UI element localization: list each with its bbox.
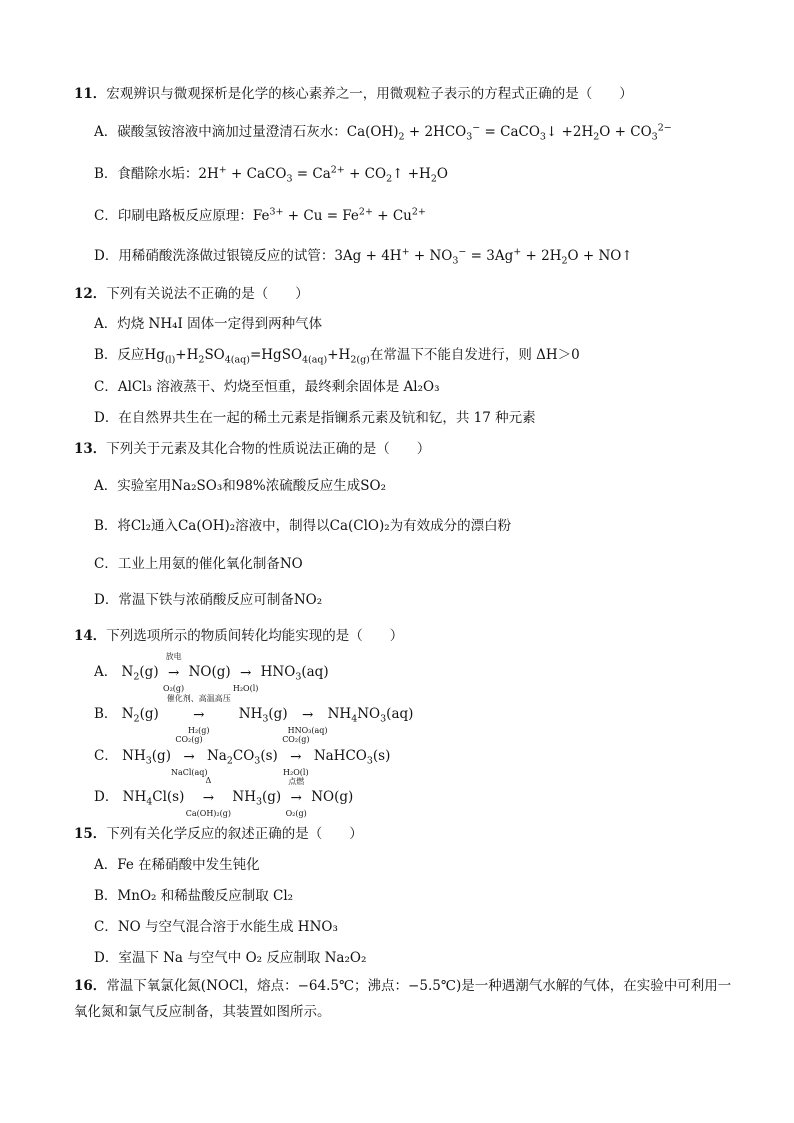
option-text: 室温下 Na 与空气中 O₂ 反应制取 Na₂O₂ bbox=[118, 950, 367, 966]
question-15 bbox=[74, 822, 363, 842]
arrow-condition: 点燃 bbox=[288, 776, 305, 786]
option-14b bbox=[94, 693, 414, 735]
option-text: NO 与空气混合溶于水能生成 HNO₃ bbox=[117, 919, 338, 935]
equation: $N_2(g)$ 催化剂、高温高压 → H₂(g) $NH_3(g)$ → HNO₃(aq) $NH_4NO_3(aq)$ bbox=[121, 693, 414, 735]
option-letter: B． bbox=[94, 166, 118, 182]
option-text: Fe 在稀硝酸中发生钝化 bbox=[117, 857, 260, 873]
option-text: 印刷电路板反应原理： bbox=[117, 208, 253, 224]
option-11d bbox=[94, 244, 633, 267]
option-13b bbox=[94, 514, 511, 534]
arrow-reagent: CO₂(g) bbox=[282, 734, 310, 744]
option-12c bbox=[94, 375, 440, 395]
option-11b bbox=[94, 162, 448, 185]
equation: $Ca(OH)_2 + 2HCO_3^-$ = CaCO$_3$↓ $+2H_2O + CO_3^{2-}$ bbox=[346, 122, 672, 143]
question-number: 14． bbox=[74, 628, 107, 644]
option-letter: B． bbox=[94, 706, 118, 722]
reaction-arrow: → HNO₃(aq) bbox=[287, 706, 328, 735]
option-11a bbox=[94, 120, 672, 143]
option-letter: A． bbox=[94, 124, 118, 140]
reaction-arrow: CO₂(g) → NaCl(aq) bbox=[170, 734, 208, 777]
equation: $Hg_{(l)}+H_2SO_{4(aq)}=HgSO_{4(aq)}+H_{2(g)}$ bbox=[144, 347, 370, 366]
arrow-reagent: O₂(g) bbox=[285, 808, 307, 818]
option-text: 将Cl₂通入Ca(OH)₂溶液中，制得以Ca(ClO)₂为有效成分的漂白粉 bbox=[117, 518, 512, 534]
reaction-arrow: CO₂(g) → H₂O(l) bbox=[278, 749, 314, 765]
question-number: 16． bbox=[74, 978, 107, 994]
arrow-reagent: H₂O(l) bbox=[283, 767, 309, 777]
arrow-condition: 放电 bbox=[165, 651, 182, 661]
question-13 bbox=[74, 437, 430, 457]
option-text: 常温下铁与浓硝酸反应可制备NO₂ bbox=[118, 592, 323, 608]
option-letter: C． bbox=[94, 379, 118, 395]
equation: $NH_3(g)$ CO₂(g) → NaCl(aq) $Na_2CO_3(s)$ CO₂(g) → H₂O(l) NaHCO$_3$(s) bbox=[122, 734, 391, 777]
question-stem: 下列关于元素及其化合物的性质说法正确的是（ ） bbox=[106, 441, 431, 457]
option-12d bbox=[94, 406, 536, 426]
question-11 bbox=[74, 82, 633, 102]
option-11c bbox=[94, 204, 426, 224]
option-15b bbox=[94, 884, 293, 904]
option-letter: B． bbox=[94, 347, 118, 363]
option-text: 工业上用氨的催化氧化制备NO bbox=[117, 556, 303, 572]
option-text: AlCl₃ 溶液蒸干、灼烧至恒重，最终剩余固体是 Al₂O₃ bbox=[117, 379, 440, 395]
arrow-reagent: H₂(g) bbox=[187, 725, 210, 735]
arrow-condition: 催化剂、高温高压 bbox=[166, 693, 231, 703]
option-15a bbox=[94, 853, 260, 873]
question-stem: 下列有关说法不正确的是（ ） bbox=[106, 286, 309, 302]
reaction-arrow: → H₂O(l) bbox=[231, 665, 261, 681]
option-letter: C． bbox=[94, 208, 118, 224]
option-text: 食醋除水垢： bbox=[117, 166, 199, 182]
question-number: 11． bbox=[74, 86, 107, 102]
option-text: 反应 bbox=[117, 347, 145, 363]
option-letter: B． bbox=[94, 888, 118, 904]
option-letter: C． bbox=[94, 556, 118, 572]
option-text: MnO₂ 和稀盐酸反应制取 Cl₂ bbox=[117, 888, 294, 904]
option-15c bbox=[94, 915, 338, 935]
option-13c bbox=[94, 552, 303, 572]
option-letter: A． bbox=[94, 664, 118, 680]
question-14 bbox=[74, 624, 403, 644]
question-number: 15． bbox=[74, 826, 107, 842]
equation: $N_2(g)$ 放电 → O₂(g) NO(g) → H₂O(l) $HNO_3(aq)$ bbox=[121, 651, 329, 693]
option-13d bbox=[94, 588, 322, 608]
question-stem: 下列有关化学反应的叙述正确的是（ ） bbox=[106, 826, 363, 842]
option-letter: A． bbox=[94, 316, 118, 332]
option-12b bbox=[94, 343, 580, 366]
option-letter: A． bbox=[94, 478, 118, 494]
option-14c bbox=[94, 734, 391, 777]
question-stem: 宏观辨识与微观探析是化学的核心素养之一，用微观粒子表示的方程式正确的是（ ） bbox=[106, 86, 633, 102]
option-letter: D． bbox=[94, 950, 119, 966]
reaction-arrow: 催化剂、高温高压 → H₂(g) bbox=[159, 707, 239, 723]
question-number: 12． bbox=[74, 286, 107, 302]
reaction-arrow: Δ → Ca(OH)₂(g) bbox=[185, 775, 231, 818]
arrow-reagent: O₂(g) bbox=[163, 683, 185, 693]
arrow-reagent: NaCl(aq) bbox=[170, 767, 208, 777]
option-letter: A． bbox=[94, 857, 118, 873]
reaction-arrow: 点燃 → O₂(g) bbox=[281, 790, 311, 806]
option-letter: D． bbox=[94, 592, 119, 608]
option-letter: D． bbox=[94, 248, 119, 264]
option-letter: D． bbox=[94, 789, 119, 805]
equation: $NH_4Cl(s)$ Δ → Ca(OH)₂(g) $NH_3(g)$ 点燃 → O₂(g) NO(g) bbox=[122, 775, 354, 818]
equation: $3Ag + 4H^+ + NO_3^- = 3Ag^+ + 2H_2O$ + NO↑ bbox=[334, 246, 633, 267]
option-text: 灼烧 NH₄I 固体一定得到两种气体 bbox=[117, 316, 323, 332]
option-text: 用稀硝酸洗涤做过银镜反应的试管： bbox=[118, 248, 335, 264]
arrow-reagent: Ca(OH)₂(g) bbox=[185, 808, 231, 818]
option-letter: D． bbox=[94, 410, 119, 426]
option-15d bbox=[94, 946, 366, 966]
reaction-arrow: 放电 → O₂(g) bbox=[159, 665, 189, 681]
option-14d bbox=[94, 775, 354, 818]
option-14a bbox=[94, 651, 329, 693]
option-text: 碳酸氢铵溶液中滴加过量澄清石灰水： bbox=[117, 124, 347, 140]
arrow-condition: Δ bbox=[205, 775, 212, 785]
option-letter: C． bbox=[94, 748, 118, 764]
option-text-tail: 在常温下不能自发进行，则 ΔH＞0 bbox=[369, 347, 580, 363]
question-stem: 常温下氧氯化氮(NOCl，熔点：−64.5℃；沸点：−5.5℃)是一种遇潮气水解的气体，在实验中可利用一氧化氮和氯气反应制备，其装置如图所示。 bbox=[74, 978, 732, 1020]
option-12a bbox=[94, 312, 322, 332]
arrow-reagent: H₂O(l) bbox=[232, 683, 259, 693]
option-letter: C． bbox=[94, 919, 118, 935]
option-letter: B． bbox=[94, 518, 118, 534]
arrow-reagent: CO₂(g) bbox=[175, 734, 203, 744]
option-text: 在自然界共生在一起的稀土元素是指镧系元素及钪和钇，共 17 种元素 bbox=[118, 410, 536, 426]
question-12 bbox=[74, 282, 309, 302]
option-text: 实验室用Na₂SO₃和98%浓硫酸反应生成SO₂ bbox=[117, 478, 386, 494]
arrow-reagent: HNO₃(aq) bbox=[287, 725, 328, 735]
question-number: 13． bbox=[74, 441, 107, 457]
equation: 2H+ + CaCO$_3$ = $Ca^{2+}$ + $CO_2↑ +H_2O$ bbox=[198, 164, 448, 185]
equation: $Fe^{3+} + Cu = Fe^{2+} + Cu^{2+}$ bbox=[252, 206, 426, 224]
question-stem: 下列选项所示的物质间转化均能实现的是（ ） bbox=[106, 628, 404, 644]
option-13a bbox=[94, 474, 386, 494]
question-16 bbox=[74, 973, 744, 1025]
